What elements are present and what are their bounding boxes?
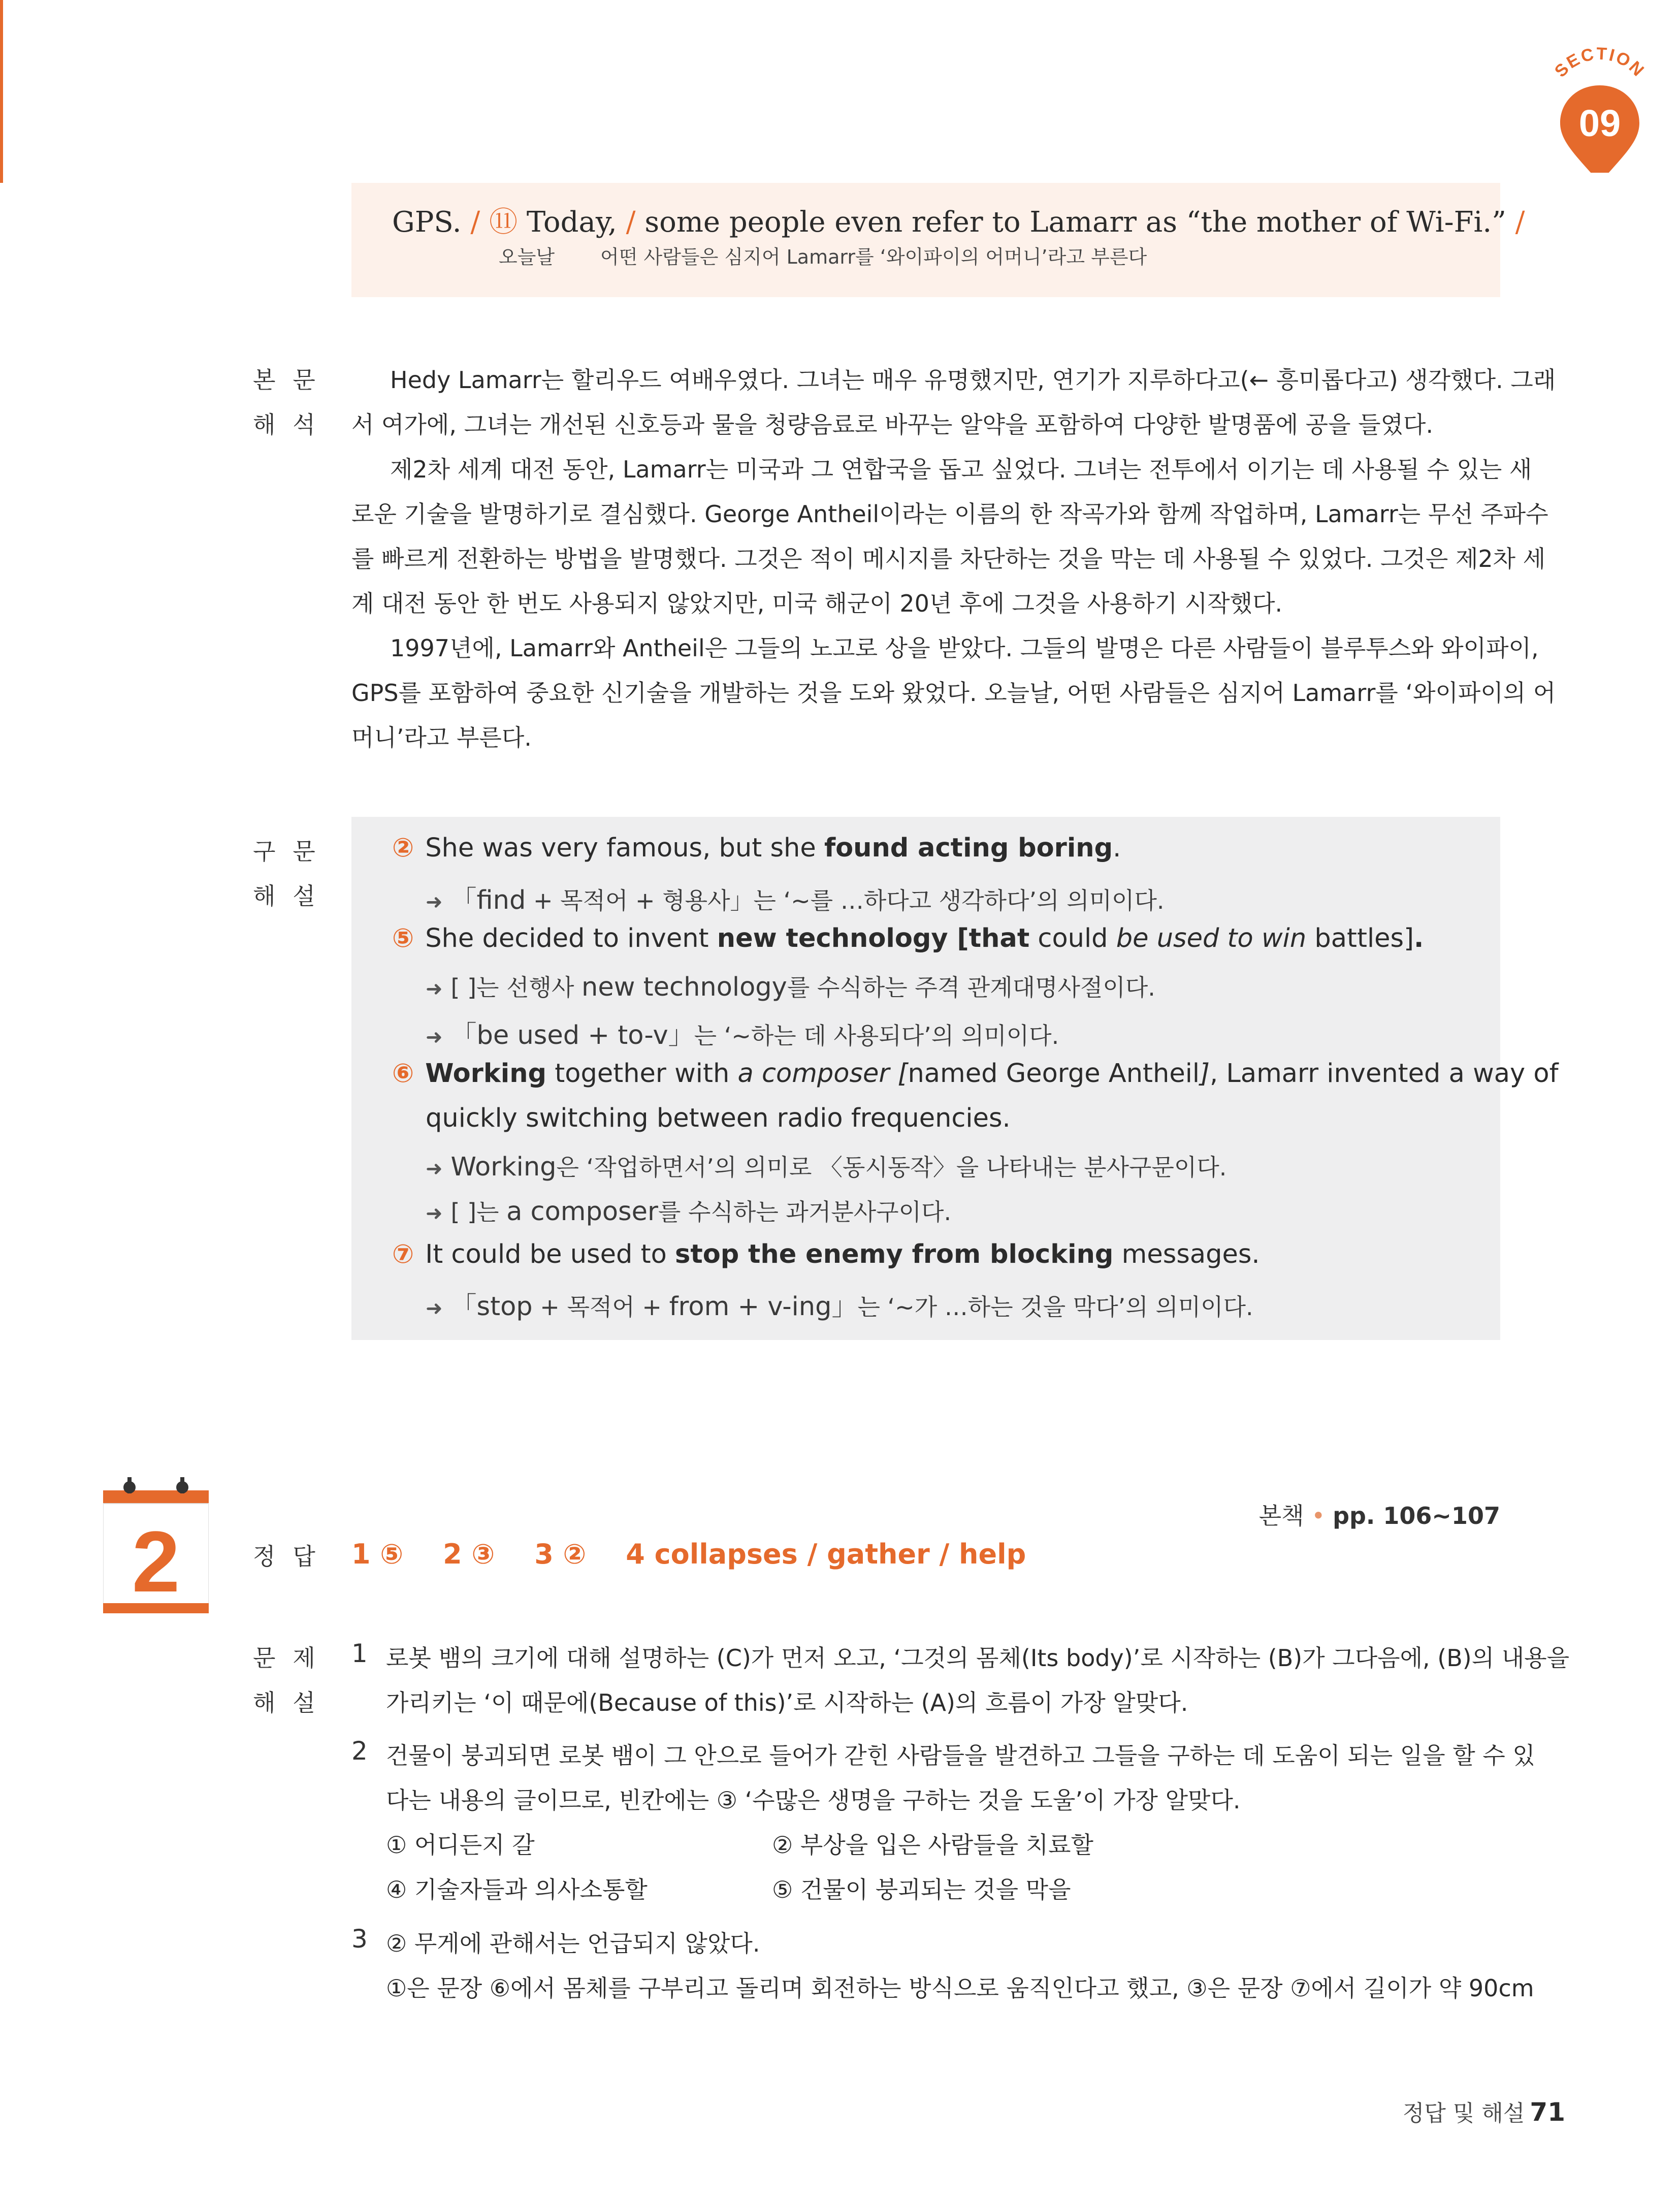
text: 은 ‘작업하면서’의 의미로 〈동시동작〉을 나타내는 분사구문이다. [556, 1154, 1227, 1181]
italic-phrase: a composer [ [737, 1059, 908, 1089]
option: ② 부상을 입은 사람들을 치료할 [772, 1831, 1093, 1859]
arrow-icon: ➜ [426, 1297, 443, 1320]
grammar-label-1: 구문 [253, 838, 333, 865]
text: She decided to invent [425, 923, 717, 953]
grammar-label-2: 해설 [253, 882, 333, 910]
question-number: 3 [351, 1924, 368, 1954]
text: , Lamarr invented a way of [1210, 1059, 1559, 1089]
text: . [1113, 833, 1121, 863]
arrow-icon: ➜ [426, 977, 443, 1001]
explanation-line: ② 무게에 관해서는 언급되지 않았다. [386, 1930, 760, 1957]
grammar-note [426, 879, 1165, 916]
text: a composer [506, 1197, 658, 1227]
item-number: ⑤ [392, 923, 414, 953]
left-edge-accent [0, 0, 3, 183]
text: 는 ‘~가 …하는 것을 막다’의 의미이다. [857, 1293, 1253, 1321]
bold-phrase: found acting boring [824, 833, 1113, 863]
sentence-marker: ⑪ [489, 206, 518, 239]
slash: / [626, 206, 636, 239]
section-badge [1539, 41, 1661, 173]
page-range: pp. 106~107 [1333, 1502, 1500, 1529]
arrow-icon: ➜ [426, 1157, 443, 1181]
explanation-line: 로봇 뱀의 크기에 대해 설명하는 (C)가 먼저 오고, ‘그것의 몸체(Its body)’로 시작하는 (B)가 그다음에, (B)의 내용을 [386, 1644, 1570, 1672]
footer-label: 정답 및 해설 [1402, 2100, 1525, 2126]
explanation-label-1: 문제 [253, 1644, 333, 1672]
translation-line: 제2차 세계 대전 동안, Lamarr는 미국과 그 연합국을 돕고 싶었다. 그녀는 전투에서 이기는 데 사용될 수 있는 새 [390, 456, 1532, 483]
text: messages. [1113, 1239, 1260, 1269]
answer-item: 3 ② [534, 1538, 587, 1570]
option: ⑤ 건물이 붕괴되는 것을 막을 [772, 1876, 1071, 1903]
answer-item: 4 collapses / gather / help [626, 1538, 1026, 1570]
text: battles] [1306, 923, 1414, 953]
translation-label-2: 해석 [253, 411, 333, 438]
text: It could be used to [425, 1239, 675, 1269]
translation-line: Hedy Lamarr는 할리우드 여배우였다. 그녀는 매우 유명했지만, 연기가 지루하다고(← 흥미롭다고) 생각했다. 그래 [390, 366, 1556, 394]
explanation-line: 다는 내용의 글이므로, 빈칸에는 ③ ‘수많은 생명을 구하는 것을 도울’이 가장 알맞다. [386, 1787, 1241, 1814]
gloss-ko-1: 오늘날 [499, 246, 555, 268]
text: could [1029, 923, 1116, 953]
section-number: 09 [1578, 102, 1621, 144]
translation-line: 계 대전 동안 한 번도 사용되지 않았지만, 미국 해군이 20년 후에 그것을 사용하기 시작했다. [351, 590, 1283, 617]
text: [ ]는 [450, 1198, 507, 1226]
arrow-icon: ➜ [426, 1202, 443, 1225]
answer-list [351, 1538, 1026, 1570]
grammar-item [392, 1239, 1260, 1269]
grammar-item [392, 1059, 1559, 1089]
grammar-item [392, 833, 1121, 863]
translation-line: 머니’라고 부른다. [351, 724, 532, 751]
grammar-note [426, 1149, 1226, 1183]
bullet: • [1311, 1502, 1326, 1529]
text: + 목적어 + [532, 1293, 669, 1321]
translation-line: 서 여가에, 그녀는 개선된 신호등과 물을 청량음료로 바꾸는 알약을 포함하여 다양한 발명품에 공을 들였다. [351, 411, 1434, 438]
text: together with [546, 1059, 738, 1089]
text: from + v-ing」 [669, 1292, 858, 1322]
page-number: 71 [1530, 2097, 1565, 2127]
text: . [1414, 923, 1424, 953]
text: 본책 [1258, 1502, 1304, 1529]
page-footer [1403, 2095, 1565, 2127]
item-number: ⑦ [392, 1239, 414, 1269]
gloss-prefix: GPS. [392, 206, 462, 239]
page-reference [1259, 1497, 1500, 1531]
text: 「stop [450, 1292, 533, 1322]
translation-line: 1997년에, Lamarr와 Antheil은 그들의 노고로 상을 받았다. 그들의 발명은 다른 사람들이 블루투스와 와이파이, [390, 634, 1539, 662]
grammar-item [392, 923, 1424, 953]
grammar-note [426, 969, 1155, 1003]
gloss-ko-2: 어떤 사람들은 심지어 Lamarr를 ‘와이파이의 어머니’라고 부른다 [600, 246, 1147, 268]
question-number: 2 [351, 1736, 368, 1766]
text: She was very famous, but she [425, 833, 824, 863]
grammar-note [426, 1285, 1253, 1323]
answer-item: 2 ③ [443, 1538, 495, 1570]
slash: / [470, 206, 480, 239]
answer-section-number: 2 [132, 1514, 180, 1610]
grammar-note [426, 1014, 1059, 1051]
text: [ ]는 선행사 [450, 974, 582, 1001]
text: 를 수식하는 과거분사구이다. [658, 1198, 952, 1226]
arrow-icon: ➜ [426, 1026, 443, 1049]
text: named George Antheil [908, 1059, 1200, 1089]
option: ④ 기술자들과 의사소통할 [386, 1876, 648, 1903]
explanation-label-2: 해설 [253, 1689, 333, 1716]
translation-line: 를 빠르게 전환하는 방법을 발명했다. 그것은 적이 메시지를 차단하는 것을 막는 데 사용될 수 있었다. 그것은 제2차 세 [351, 545, 1546, 572]
text: 는 ‘~하는 데 사용되다’의 의미이다. [694, 1022, 1059, 1049]
item-number: ⑥ [392, 1059, 414, 1089]
slash: / [1515, 206, 1525, 239]
answer-item: 1 ⑤ [351, 1538, 404, 1570]
text: 「find [450, 885, 526, 915]
calendar-number-icon [103, 1477, 209, 1624]
grammar-note [426, 1194, 951, 1227]
item-number: ② [392, 833, 414, 863]
arrow-icon: ➜ [426, 890, 443, 914]
explanation-line: 가리키는 ‘이 때문에(Because of this)’로 시작하는 (A)의 흐름이 가장 알맞다. [386, 1689, 1188, 1716]
translation-line: GPS를 포함하여 중요한 신기술을 개발하는 것을 도와 왔었다. 오늘날, 어떤 사람들은 심지어 Lamarr를 ‘와이파이의 어 [351, 679, 1556, 707]
gloss-chunk-2: some people even refer to Lamarr as “the mother of Wi-Fi.” [644, 206, 1506, 239]
section-label: SECTION [1550, 44, 1649, 81]
explanation-line: ①은 문장 ⑥에서 몸체를 구부리고 돌리며 회전하는 방식으로 움직인다고 했고, ③은 문장 ⑦에서 길이가 약 90cm [386, 1974, 1534, 2002]
explanation-line: 건물이 붕괴되면 로봇 뱀이 그 안으로 들어가 갇힌 사람들을 발견하고 그들을 구하는 데 도움이 되는 일을 할 수 있 [386, 1742, 1535, 1769]
option: ① 어디든지 갈 [386, 1831, 535, 1859]
gloss-chunk-1: Today, [526, 206, 617, 239]
translation-label-1: 본문 [253, 366, 333, 394]
question-number: 1 [351, 1639, 368, 1668]
gloss-english-line [392, 200, 1525, 240]
bold-phrase: new technology [that [717, 923, 1030, 953]
text: new technology [581, 972, 787, 1002]
italic-phrase: be used to win [1116, 923, 1307, 953]
italic-phrase: ] [1200, 1059, 1210, 1089]
text: 를 수식하는 주격 관계대명사절이다. [787, 974, 1155, 1001]
answer-label: 정답 [253, 1543, 333, 1570]
text: + 목적어 + 형용사」는 ‘~를 …하다고 생각하다’의 의미이다. [526, 887, 1165, 914]
text: Working [450, 1152, 557, 1182]
translation-line: 로운 기술을 발명하기로 결심했다. George Antheil이라는 이름의 한 작곡가와 함께 작업하며, Lamarr는 무선 주파수 [351, 500, 1548, 528]
text: 「be used + to-v」 [450, 1021, 694, 1050]
bold-phrase: Working [425, 1059, 547, 1089]
grammar-item-continued: quickly switching between radio frequencies. [426, 1103, 1011, 1133]
bold-phrase: stop the enemy from blocking [674, 1239, 1114, 1269]
